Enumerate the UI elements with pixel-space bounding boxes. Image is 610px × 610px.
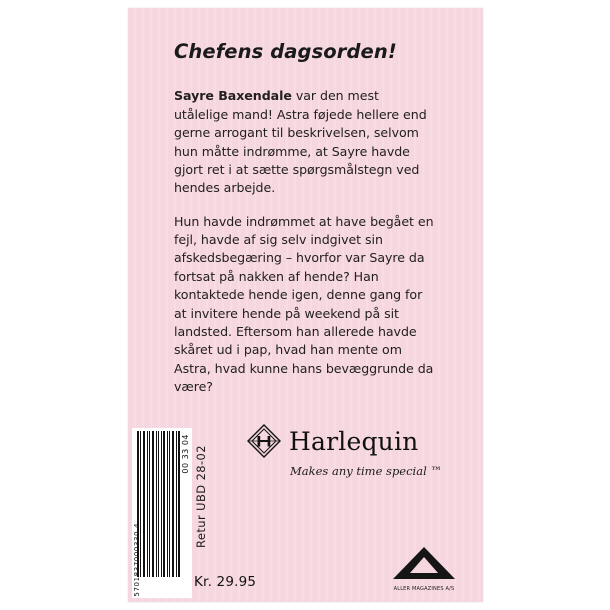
character-name: Sayre Baxendale	[174, 88, 292, 104]
price-label: Kr. 29.95	[194, 574, 257, 590]
aller-triangle-icon	[392, 567, 456, 584]
publisher-name: ALLER MAGAZINES A/S	[393, 586, 455, 592]
diamond-h-icon	[246, 423, 282, 459]
blurb-paragraph-2: Hun havde indrømmet at have begået en fejl, havde af sig selv indgivet sin afskedsbegæring – hvorfor var Sayre da fortsat på nakken af hende? Han kontaktede hende igen, denne gang for at invitere hende på weekend på sit landsted. Eftersom han allerede havde skåret ud i pap, hvad han mente om Astra, hvad kunne hans bevæggrunde da være?	[174, 213, 434, 395]
publisher-imprint	[383, 546, 465, 592]
return-code: Retur UBD 28-02	[194, 445, 208, 548]
publisher-brand-name: Harlequin	[289, 426, 419, 456]
page-title: Chefens dagsorden!	[174, 40, 397, 63]
barcode-digits: 5701837000330 4	[133, 523, 141, 597]
book-back-cover	[128, 8, 483, 602]
logo-row	[246, 423, 461, 459]
barcode-icon	[132, 428, 192, 598]
blurb-paragraph-1	[174, 87, 436, 197]
publisher-tagline: Makes any time special ™	[290, 464, 442, 478]
blurb-area	[174, 40, 436, 411]
blurb-paragraph-1-text: var den mest utålelige mand! Astra føjede hellere end gerne arrogant til beskrivelsen, selvom hun måtte indrømme, at Sayre havde gjort ret i at sætte spørgsmålstegn ved hendes arbejde.	[174, 88, 427, 196]
publisher-logo-block	[246, 423, 461, 478]
barcode-side-code: 00 33 04	[181, 434, 190, 474]
